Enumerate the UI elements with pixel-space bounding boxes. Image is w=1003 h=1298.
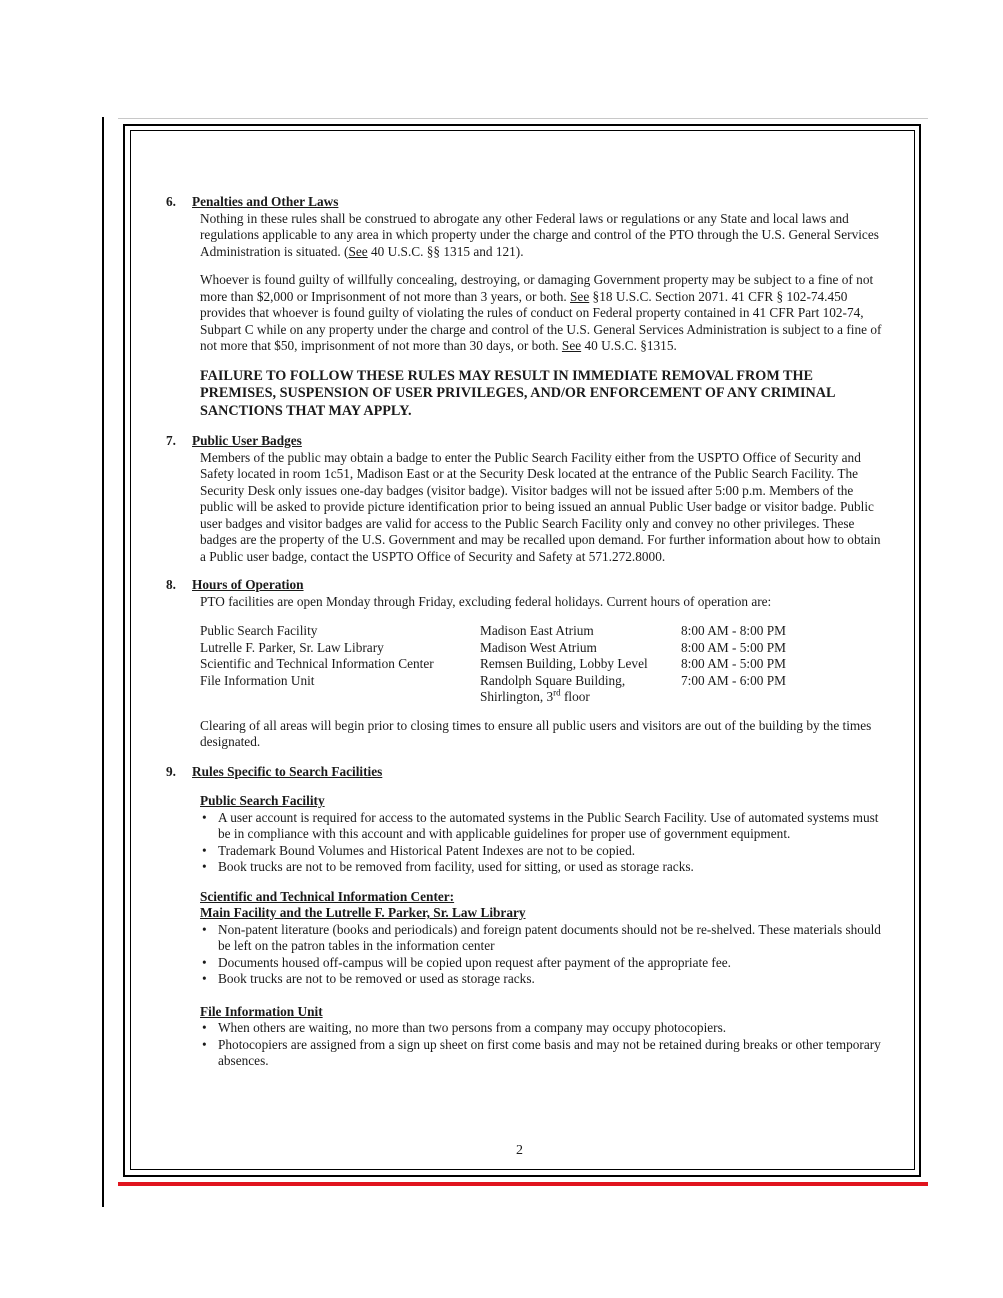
section-heading (166, 577, 886, 594)
facility-location: Remsen Building, Lobby Level (480, 656, 648, 671)
list-item: • A user account is required for access to the automated systems in the Public Search Facility. Use of automated systems must be in compliance with this account and with applicable guidelines for proper use of government equipment. (200, 810, 886, 843)
list-item: • Photocopiers are assigned from a sign up sheet on first come basis and may not be retained during breaks or other temporary absences. (200, 1037, 886, 1070)
section-badges (166, 433, 886, 565)
paragraph: PTO facilities are open Monday through Friday, excluding federal holidays. Current hours of operation are: (200, 593, 772, 609)
list-item: • Trademark Bound Volumes and Historical Patent Indexes are not to be copied. (200, 843, 886, 860)
subsection-title: Scientific and Technical Information Center: (200, 888, 455, 904)
paragraph: Clearing of all areas will begin prior to closing times to ensure all public users and visitors are out of the building by the times designated. (200, 717, 872, 749)
list-item: • Documents housed off-campus will be copied upon request after payment of the appropriate fee. (200, 955, 886, 972)
subsection-title: Public Search Facility (200, 793, 325, 808)
section-penalties (166, 194, 886, 420)
section-number: 6. (166, 194, 176, 209)
warning-notice: FAILURE TO FOLLOW THESE RULES MAY RESULT IN IMMEDIATE REMOVAL FROM THE PREMISES, SUSPENSION OF USER PRIVILEGES, AND/OR ENFORCEMENT OF ANY CRIMINAL SANCTIONS THAT MAY APPLY. (200, 367, 835, 419)
section-heading (166, 433, 886, 450)
facility-location: Randolph Square Building, Shirlington, 3rd floor (480, 672, 626, 704)
facility-name: File Information Unit (200, 672, 315, 688)
facility-name: Scientific and Technical Information Center (200, 656, 434, 671)
footer-accent-rule (118, 1182, 928, 1186)
subsection-title: File Information Unit (200, 1003, 323, 1019)
section-hours (166, 577, 886, 751)
facility-name: Lutrelle F. Parker, Sr. Law Library (200, 639, 384, 655)
section-number: 9. (166, 763, 176, 779)
margin-rule (102, 117, 104, 1207)
list-item: • Non-patent literature (books and periodicals) and foreign patent documents should not be re-shelved. These materials should be left on the patron tables in the information center (200, 922, 886, 955)
bullet-list (200, 922, 886, 988)
section-title: Public User Badges (192, 433, 302, 448)
header-rule (118, 118, 928, 119)
hours-table (200, 623, 886, 706)
section-heading (166, 194, 886, 211)
subsection-title: Main Facility and the Lutrelle F. Parker, Sr. Law Library (200, 905, 526, 920)
paragraph: Nothing in these rules shall be construed to abrogate any other Federal laws or regulations or any State and local laws and regulations applicable to any area in which property under the charge and control of the PTO through the U.S. General Services Administration is situated. (See 40 U.S.C. §§ 1315 and 121). (200, 210, 879, 259)
facility-hours: 8:00 AM - 8:00 PM (681, 623, 786, 638)
facility-name: Public Search Facility (200, 623, 318, 638)
paragraph: Whoever is found guilty of willfully concealing, destroying, or damaging Government property may be subject to a fine of not more than $2,000 or Imprisonment of not more than 3 years, or both. See §18 U.S.C. Section 2071. 41 CFR § 102-74.450 provides that whoever is found guilty of violating the rules of conduct on Federal property contained in 41 CFR Part 102-74, Subpart C while on any property under the charge and control of the U.S. General Services Administration is subject to a fine of not more that $50, imprisonment of not more than 30 days, or both. See 40 U.S.C. §1315. (200, 272, 882, 353)
section-number: 8. (166, 577, 176, 592)
facility-location: Madison West Atrium (480, 639, 597, 655)
list-item: • Book trucks are not to be removed from facility, used for sitting, or used as storage racks. (200, 859, 886, 876)
paragraph: Members of the public may obtain a badge to enter the Public Search Facility either from the USPTO Office of Security and Safety located in room 1c51, Madison East or at the Security Desk located at the entrance of the Public Search Facility. The Security Desk only issues one-day badges (visitor badge). Visitor badges will not be issued after 5:00 p.m. Members of the public will be asked to provide picture identification prior to being issued an annual Public User badge or visitor badge. Public user badges and visitor badges are valid for access to the Public Search Facility only and convey no other privileges. These badges are the property of the U.S. Government and may be recalled upon demand. For further information about how to obtain a Public user badge, contact the USPTO Office of Security and Safety at 571.272.8000. (200, 449, 881, 564)
bullet-list (200, 810, 886, 876)
document-body (166, 194, 886, 1070)
list-item: • Book trucks are not to be removed or used as storage racks. (200, 971, 886, 988)
bullet-list (200, 1020, 886, 1070)
page-number: 2 (516, 1143, 523, 1158)
section-title: Rules Specific to Search Facilities (192, 763, 383, 779)
facility-hours: 7:00 AM - 6:00 PM (681, 672, 786, 688)
facility-location: Madison East Atrium (480, 623, 594, 638)
facility-hours: 8:00 AM - 5:00 PM (681, 639, 786, 655)
section-title: Hours of Operation (192, 577, 304, 592)
facility-hours: 8:00 AM - 5:00 PM (681, 656, 786, 671)
section-title: Penalties and Other Laws (192, 194, 339, 209)
section-heading (166, 764, 886, 781)
list-item: • When others are waiting, no more than two persons from a company may occupy photocopiers. (200, 1020, 886, 1037)
section-search-rules (166, 764, 886, 1070)
section-number: 7. (166, 433, 176, 448)
